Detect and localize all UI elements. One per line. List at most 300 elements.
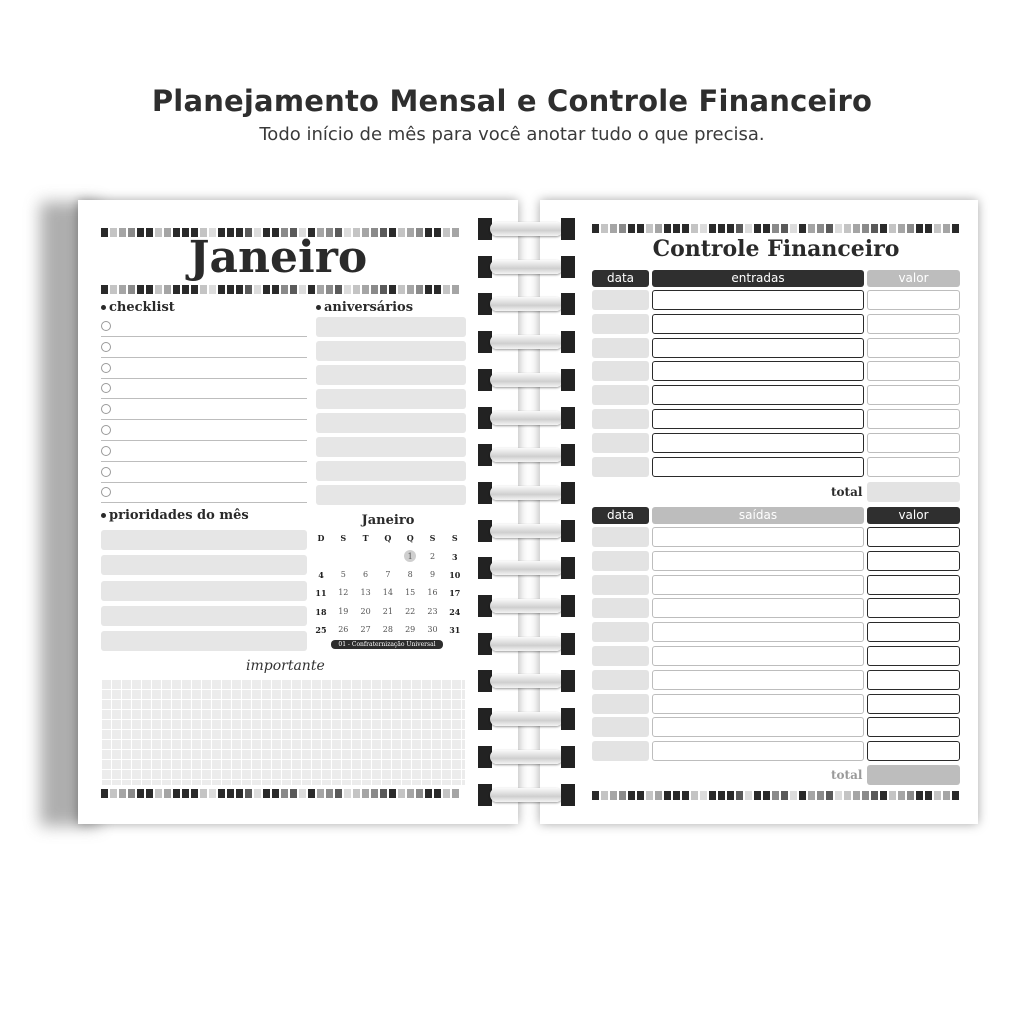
checkbox-icon[interactable] [101,446,111,456]
strip-block [862,224,869,233]
expense-desc-field[interactable] [652,741,864,761]
priority-field[interactable] [101,555,307,575]
strip-block [907,224,914,233]
strip-block [943,224,950,233]
calendar-day[interactable]: 1 [407,552,413,561]
strip-block [898,224,905,233]
spiral-ring [478,746,575,768]
birthdays-heading [316,300,413,315]
calendar-day[interactable]: 14 [382,588,393,598]
ring-part [490,373,563,387]
strip-block [781,791,788,800]
strip-block [200,789,207,798]
strip-block [380,789,387,798]
income-date-field[interactable] [592,361,649,381]
strip-block [763,791,770,800]
strip-block [745,791,752,800]
strip-block [673,224,680,233]
income-value-field[interactable] [867,457,960,477]
calendar-day[interactable]: 12 [338,588,349,598]
calendar-weekday: T [362,533,369,543]
strip-block [254,789,261,798]
strip-block [835,791,842,800]
strip-block [601,791,608,800]
strip-block [380,285,387,294]
ring-part [561,746,575,768]
spiral-ring [478,670,575,692]
calendar-day[interactable]: 30 [427,624,438,634]
spiral-ring [478,482,575,504]
ring-part [490,712,563,726]
strip-block [871,791,878,800]
strip-block [817,224,824,233]
calendar-weekday: S [451,533,458,543]
strip-block [263,789,270,798]
calendar-day[interactable]: 19 [338,606,349,616]
strip-block [236,789,243,798]
strip-block [137,789,144,798]
strip-block [182,789,189,798]
expense-desc-field[interactable] [652,670,864,690]
strip-block [646,791,653,800]
spiral-ring [478,557,575,579]
expense-value-field[interactable] [867,527,960,547]
income-value-field[interactable] [867,409,960,429]
strip-block [182,285,189,294]
birthday-field[interactable] [316,413,466,433]
expense-desc-field[interactable] [652,717,864,737]
strip-block [817,791,824,800]
calendar-day[interactable]: 16 [427,588,438,598]
ring-part [490,335,563,349]
expense-value-field[interactable] [867,741,960,761]
priority-field[interactable] [101,581,307,601]
strip-block [425,789,432,798]
income-header: entradas [652,270,864,287]
strip-block [691,224,698,233]
strip-block [389,285,396,294]
bullet-icon [101,513,106,518]
checkbox-icon[interactable] [101,321,111,331]
strip-block [736,791,743,800]
income-value-field[interactable] [867,361,960,381]
calendar-day[interactable]: 20 [360,606,371,616]
checklist-row[interactable] [101,482,307,503]
ring-part [490,637,563,651]
expense-value-field[interactable] [867,598,960,618]
strip-block [443,789,450,798]
priorities-heading [101,508,249,523]
income-desc-field[interactable] [652,361,864,381]
strip-block [700,224,707,233]
calendar-day[interactable]: 23 [427,606,438,616]
ring-part [490,411,563,425]
ring-part [561,256,575,278]
birthday-field[interactable] [316,341,466,361]
ring-part [490,297,563,311]
strip-block [889,791,896,800]
strip-block [119,285,126,294]
income-total-label: total [831,485,863,499]
strip-block [871,224,878,233]
priority-field[interactable] [101,606,307,626]
strip-block [916,224,923,233]
calendar-day[interactable]: 4 [318,570,324,581]
strip-block [227,285,234,294]
expense-date-field[interactable] [592,741,649,761]
spiral-ring [478,407,575,429]
strip-block [898,791,905,800]
income-date-field[interactable] [592,409,649,429]
expense-date-field[interactable] [592,575,649,595]
calendar-holiday-note: 01 - Confraternização Universal [331,640,443,649]
expense-value-field[interactable] [867,694,960,714]
strip-block [371,285,378,294]
calendar-day[interactable]: 27 [360,624,371,634]
checkbox-icon[interactable] [101,383,111,393]
calendar-day[interactable]: 7 [385,570,391,580]
checkbox-icon[interactable] [101,363,111,373]
strip-block [227,789,234,798]
strip-block [889,224,896,233]
checkbox-icon[interactable] [101,404,111,414]
ring-part [561,520,575,542]
strip-block [925,224,932,233]
calendar-day[interactable]: 13 [360,588,371,598]
strip-block [200,285,207,294]
strip-block [254,285,261,294]
income-desc-field[interactable] [652,409,864,429]
spiral-ring [478,784,575,806]
ring-part [490,448,563,462]
expense-date-field[interactable] [592,527,649,547]
strip-block [101,285,108,294]
strip-block [218,789,225,798]
bullet-icon [316,305,321,310]
strip-block [398,285,405,294]
strip-block [880,224,887,233]
strip-block [326,789,333,798]
expense-date-field[interactable] [592,670,649,690]
strip-block [407,285,414,294]
expense-date-field[interactable] [592,551,649,571]
spiral-ring [478,369,575,391]
strip-block [655,791,662,800]
spiral-ring [478,331,575,353]
birthday-field[interactable] [316,389,466,409]
strip-block [781,224,788,233]
priority-field[interactable] [101,631,307,651]
expense-desc-field[interactable] [652,646,864,666]
strip-block [610,224,617,233]
decorative-strip [592,224,961,234]
spiral-ring [478,218,575,240]
expense-desc-field[interactable] [652,622,864,642]
strip-block [907,791,914,800]
strip-block [655,224,662,233]
income-value-field[interactable] [867,290,960,310]
birthday-field[interactable] [316,365,466,385]
income-desc-field[interactable] [652,433,864,453]
income-date-field[interactable] [592,433,649,453]
strip-block [353,285,360,294]
ring-part [490,674,563,688]
strip-block [934,791,941,800]
strip-block [925,791,932,800]
income-date-field[interactable] [592,385,649,405]
strip-block [173,789,180,798]
income-value-field[interactable] [867,314,960,334]
ring-part [561,670,575,692]
income-total-field[interactable] [867,482,960,502]
birthdays-label: aniversários [324,300,414,315]
calendar-day[interactable]: 28 [382,624,393,634]
calendar-day[interactable]: 11 [315,588,327,599]
checkbox-icon[interactable] [101,342,111,352]
decorative-strip [592,791,961,801]
expense-desc-field[interactable] [652,527,864,547]
calendar-day[interactable]: 10 [449,570,461,581]
strip-block [110,285,117,294]
ring-part [490,788,563,802]
ring-part [561,407,575,429]
expense-desc-field[interactable] [652,551,864,571]
strip-block [772,224,779,233]
ring-part [561,784,575,806]
income-value-field[interactable] [867,338,960,358]
strip-block [808,224,815,233]
strip-block [452,285,459,294]
income-value-field[interactable] [867,433,960,453]
checkbox-icon[interactable] [101,467,111,477]
strip-block [610,791,617,800]
decorative-strip [101,285,461,295]
strip-block [281,285,288,294]
strip-block [272,789,279,798]
strip-block [943,791,950,800]
checklist-row[interactable] [101,462,307,483]
birthday-field[interactable] [316,461,466,481]
expense-date-field[interactable] [592,717,649,737]
ring-part [490,524,563,538]
strip-block [371,789,378,798]
page-title: Planejamento Mensal e Controle Financeiro [151,84,873,118]
expense-value-field[interactable] [867,622,960,642]
strip-block [335,789,342,798]
calendar-day[interactable]: 22 [405,606,416,616]
strip-block [700,791,707,800]
priority-field[interactable] [101,530,307,550]
strip-block [637,791,644,800]
income-desc-field[interactable] [652,338,864,358]
strip-block [808,791,815,800]
strip-block [137,285,144,294]
strip-block [691,791,698,800]
strip-block [709,224,716,233]
strip-block [362,285,369,294]
strip-block [754,224,761,233]
expense-header: saídas [652,507,864,524]
strip-block [601,224,608,233]
strip-block [209,789,216,798]
strip-block [299,285,306,294]
strip-block [619,224,626,233]
expense-date-header: data [592,507,649,524]
checkbox-icon[interactable] [101,487,111,497]
expense-value-field[interactable] [867,575,960,595]
income-desc-field[interactable] [652,314,864,334]
income-date-field[interactable] [592,338,649,358]
strip-block [682,224,689,233]
strip-block [344,789,351,798]
strip-block [709,791,716,800]
income-desc-field[interactable] [652,290,864,310]
ring-part [490,599,563,613]
strip-block [398,789,405,798]
birthday-field[interactable] [316,485,466,505]
strip-block [646,224,653,233]
strip-block [592,791,599,800]
strip-block [353,789,360,798]
checklist-row[interactable] [101,337,307,358]
income-desc-field[interactable] [652,385,864,405]
expense-desc-field[interactable] [652,694,864,714]
calendar-day[interactable]: 21 [382,606,393,616]
finance-title: Controle Financeiro [652,236,900,262]
spiral-ring [478,444,575,466]
calendar-day[interactable]: 31 [449,624,461,635]
calendar-day[interactable]: 17 [449,588,461,599]
strip-block [434,789,441,798]
income-date-field[interactable] [592,314,649,334]
strip-block [799,791,806,800]
checklist-row[interactable] [101,441,307,462]
calendar-day[interactable]: 29 [405,624,416,634]
strip-block [844,224,851,233]
calendar-day[interactable]: 2 [429,552,436,561]
strip-block [290,789,297,798]
income-value-header: valor [867,270,960,287]
strip-block [718,224,725,233]
checklist-row[interactable] [101,378,307,399]
strip-block [164,285,171,294]
calendar-day[interactable]: 5 [340,570,346,580]
spiral-ring [478,520,575,542]
ring-part [561,293,575,315]
birthday-field[interactable] [316,317,466,337]
priorities-label: prioridades do mês [109,508,249,523]
income-date-header: data [592,270,649,287]
strip-block [308,789,315,798]
strip-block [272,285,279,294]
checklist-row[interactable] [101,399,307,420]
spiral-ring [478,293,575,315]
ring-part [561,633,575,655]
spiral-ring [478,256,575,278]
strip-block [844,791,851,800]
expense-date-field[interactable] [592,622,649,642]
strip-block [191,789,198,798]
spiral-ring [478,708,575,730]
expense-date-field[interactable] [592,646,649,666]
strip-block [218,285,225,294]
calendar-day[interactable]: 18 [315,606,327,617]
calendar-day[interactable]: 24 [449,606,461,617]
calendar-day[interactable]: 26 [338,624,349,634]
strip-block [727,791,734,800]
expense-total-label: total [831,768,863,782]
calendar-day[interactable]: 9 [429,570,436,580]
strip-block [934,224,941,233]
income-value-field[interactable] [867,385,960,405]
strip-block [173,285,180,294]
strip-block [916,791,923,800]
expense-desc-field[interactable] [652,575,864,595]
ring-part [490,561,563,575]
strip-block [146,285,153,294]
strip-block [263,285,270,294]
strip-block [826,791,833,800]
important-notes-grid[interactable] [101,679,465,785]
calendar-weekday: Q [384,533,392,543]
strip-block [835,224,842,233]
expense-value-field[interactable] [867,646,960,666]
month-title: Janeiro [188,232,368,283]
strip-block [416,789,423,798]
strip-block [763,224,770,233]
calendar-day[interactable]: 3 [452,552,458,562]
calendar-day[interactable]: 8 [407,570,413,580]
expense-value-header: valor [867,507,960,524]
checkbox-icon[interactable] [101,425,111,435]
strip-block [754,791,761,800]
checklist-row[interactable] [101,358,307,379]
strip-block [637,224,644,233]
ring-part [561,708,575,730]
strip-block [281,789,288,798]
decorative-strip [101,789,461,799]
income-date-field[interactable] [592,457,649,477]
birthday-field[interactable] [316,437,466,457]
strip-block [209,285,216,294]
strip-block [880,791,887,800]
expense-value-field[interactable] [867,551,960,571]
calendar-title: Janeiro [361,513,415,528]
income-date-field[interactable] [592,290,649,310]
expense-value-field[interactable] [867,717,960,737]
expense-date-field[interactable] [592,598,649,618]
checklist-row[interactable] [101,316,307,337]
strip-block [191,285,198,294]
calendar-day[interactable]: 15 [405,588,416,598]
strip-block [407,789,414,798]
expense-total-field[interactable] [867,765,960,785]
strip-block [344,285,351,294]
expense-desc-field[interactable] [652,598,864,618]
calendar-day[interactable]: 25 [315,624,327,635]
checklist-label: checklist [109,300,175,315]
expense-date-field[interactable] [592,694,649,714]
strip-block [416,285,423,294]
calendar-day[interactable]: 6 [363,570,369,580]
expense-value-field[interactable] [867,670,960,690]
strip-block [317,789,324,798]
income-desc-field[interactable] [652,457,864,477]
checklist-row[interactable] [101,420,307,441]
strip-block [772,791,779,800]
strip-block [290,285,297,294]
ring-part [561,482,575,504]
